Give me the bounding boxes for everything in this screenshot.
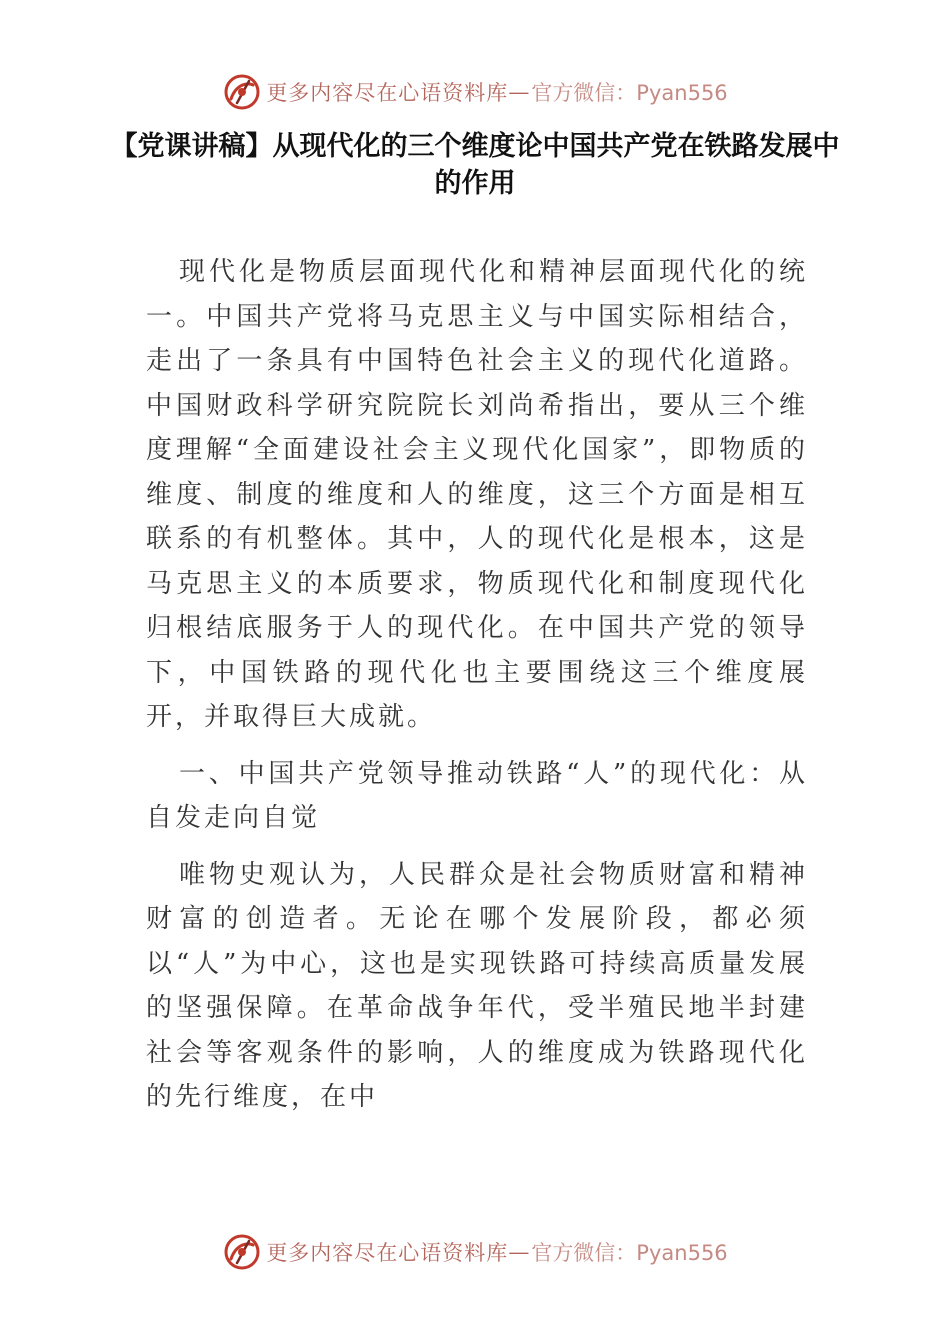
banner-separator: — [508, 80, 530, 104]
document-title: 【党课讲稿】从现代化的三个维度论中国共产党在铁路发展中的作用 [110, 131, 840, 199]
body-paragraph-intro: 现代化是物质层面现代化和精神层面现代化的统一。中国共产党将马克思主义与中国实际相结合，走出了一条具有中国特色社会主义的现代化道路。中国财政科学研究院院长刘尚希指出，要从三个维度理解“全面建设社会主义现代化国家”，即物质的维度、制度的维度和人的维度，这三个方面是相互联系的有机整体。其中，人的现代化是根本，这是马克思主义的本质要求，物质现代化和制度现代化归根结底服务于人的现代化。在中国共产党的领导下，中国铁路的现代化也主要围绕这三个维度展开，并取得巨大成就。 [146, 257, 808, 732]
site-logo-icon [222, 72, 262, 112]
header-banner [0, 68, 950, 116]
banner-site-text: 更多内容尽在心语资料库 [266, 81, 509, 105]
banner-wechat-text: 官方微信：Pyan556 [531, 81, 728, 105]
footer-site-text: 更多内容尽在心语资料库 [266, 1241, 509, 1265]
body-paragraph-section-1: 唯物史观认为，人民群众是社会物质财富和精神财富的创造者。无论在哪个发展阶段，都必须以“人”为中心，这也是实现铁路可持续高质量发展的坚强保障。在革命战争年代，受半殖民地半封建社会等客观条件的影响，人的维度成为铁路现代化的先行维度，在中 [146, 859, 808, 1112]
footer-separator: — [508, 1240, 530, 1264]
document-body [146, 250, 808, 1132]
footer-wechat-text: 官方微信：Pyan556 [531, 1241, 728, 1265]
footer-banner [0, 1228, 950, 1276]
section-heading-1: 一、中国共产党领导推动铁路“人”的现代化：从自发走向自觉 [146, 758, 808, 833]
site-logo-icon [222, 1232, 262, 1272]
